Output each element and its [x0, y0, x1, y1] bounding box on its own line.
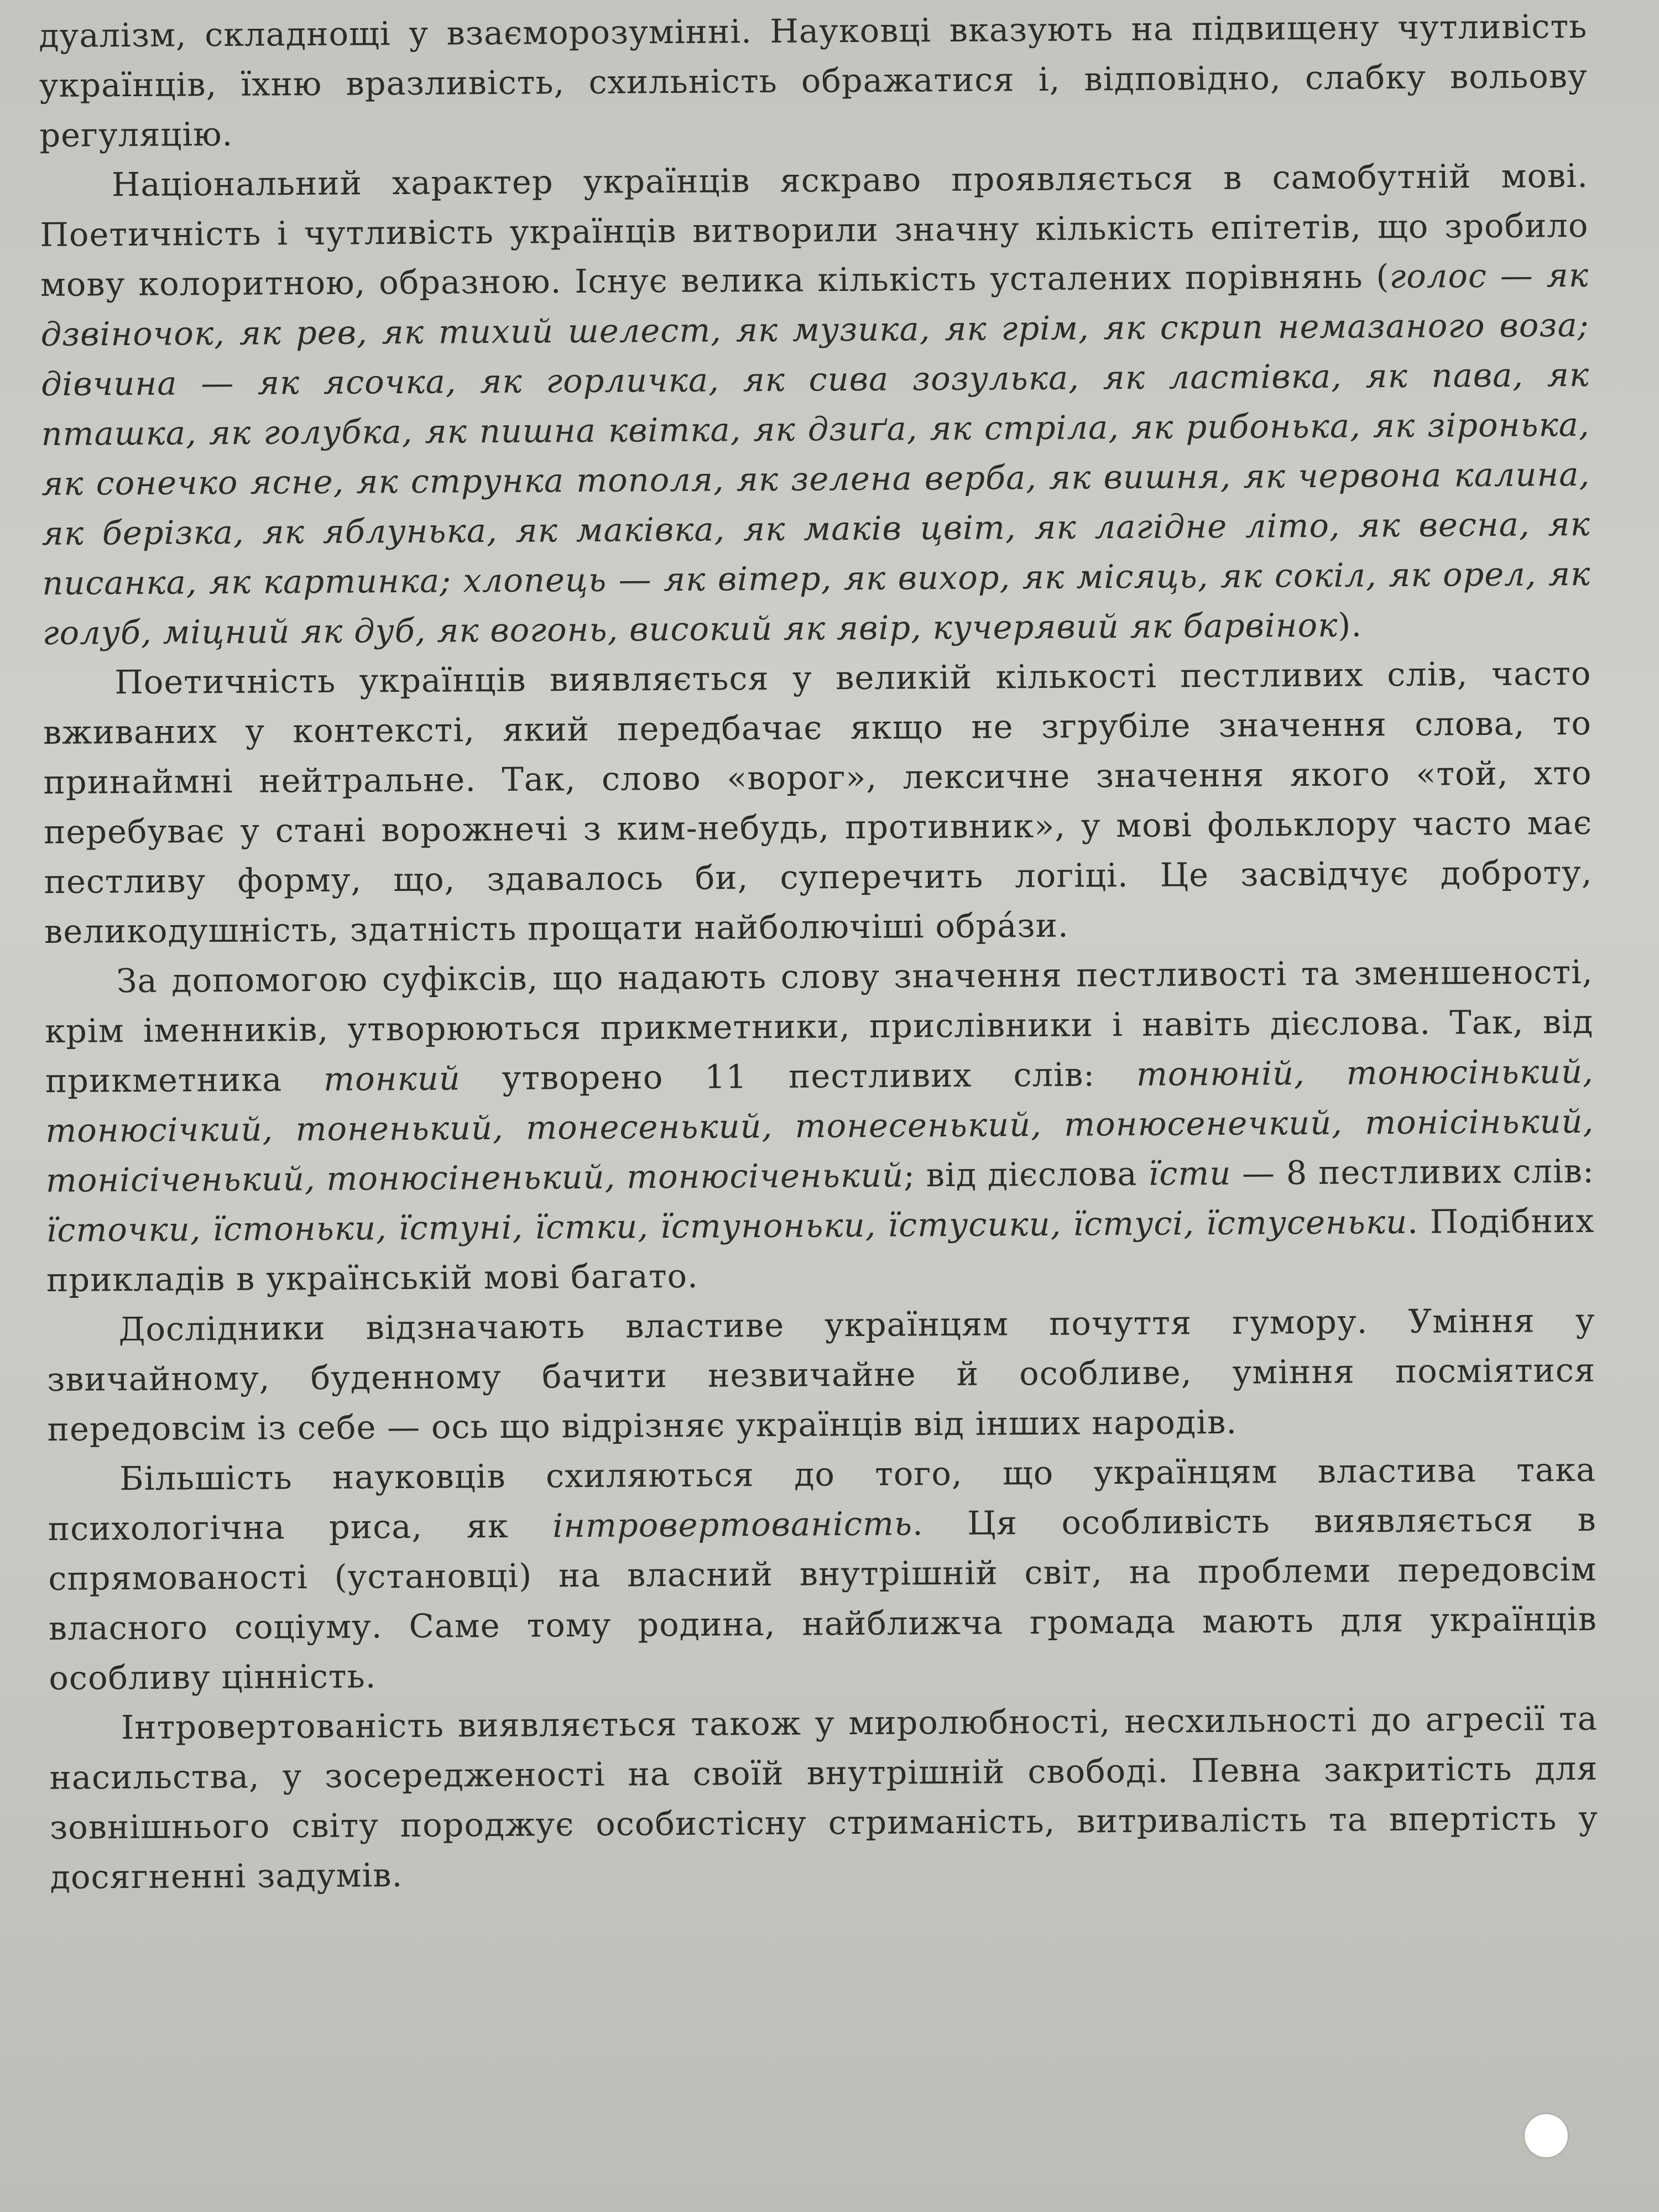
text-span: Поетичність українців виявляється у великій кількості пестливих слів, часто вживаних у контексті, який передбачає якщо не згрубіле значення слова, то принаймні нейтральне. Так, слово «ворог», лексичне значення якого «той, хто перебуває у стані ворожнечі з ким-небудь, противник», у мові фольклору часто має пестливу форму, що, здавалось би, суперечить логіці. Це засвідчує доброту, великодушність, здатність прощати найболючіші обра́зи. [43, 654, 1593, 951]
text-span: За допомогою суфіксів, що надають слову значення пестливості та зменшеності, крім іменників, утворюються прикметники, прислівники і навіть дієслова. Так, від прикметника [45, 952, 1594, 1100]
text-span: ; від дієслова [903, 1154, 1149, 1194]
text-span: Дослідники відзначають властиве українцям почуття гумору. Уміння у звичайному, буденному бачити незвичайне й особливе, уміння посміятися передовсім із себе — ось що відрізняє українців від інших народів. [46, 1301, 1596, 1448]
paragraph [39, 2, 1588, 160]
text-span: . Подібних прикладів в українській мові багато. [46, 1201, 1595, 1299]
italic-text: тонюній, тонюсінький, тонюсічкий, тоненький, тонесенький, тонесенький, тонюсенечкий, тонісінький, тонісіченький, тонюсіненький, тонюсіченький [45, 1052, 1594, 1199]
text-span: — 8 пестливих слів: [1231, 1151, 1595, 1192]
text-body [39, 2, 1599, 1902]
paragraph [43, 649, 1593, 957]
text-span: дуалізм, складнощі у взаєморозумінні. Науковці вказують на підвищену чутливість українців, їхню вразливість, схильність ображатися і, відповідно, слабку вольову регуляцію. [39, 7, 1588, 154]
italic-text: голос — як дзвіночок, як рев, як тихий шелест, як музика, як грім, як скрип немазаного воза; дівчина — як ясочка, як горличка, як сива зозулька, як ластівка, як пава, як пташка, як голубка, як пишна квітка, як дзиґа, як стріла, як рибонька, як зіронька, як сонечко ясне, як струнка тополя, як зелена верба, як вишня, як червона калина, як берізка, як яблунька, як маківка, як маків цвіт, як лагідне літо, як весна, як писанка, як картинка; хлопець — як вітер, як вихор, як місяць, як сокіл, як орел, як голуб, міцний як дуб, як вогонь, високий як явір, кучерявий як барвінок [40, 255, 1591, 652]
italic-text: інтровертованість [552, 1504, 913, 1545]
text-span: Національний характер українців яскраво проявляється в самобутній мові. Поетичність і чутливість українців витворили значну кількість епітетів, що зробило мову колоритною, образною. Існує велика кількість усталених порівнянь ( [40, 156, 1589, 304]
paragraph [44, 947, 1595, 1305]
italic-text: їсти [1148, 1154, 1232, 1193]
paragraph [48, 1445, 1598, 1703]
text-span: . Ця особливість виявляється в спрямованості (установці) на власний внутрішній світ, на проблеми передовсім власного соціуму. Саме тому родина, найближча громада мають для українців особливу цінність. [48, 1500, 1598, 1697]
paragraph [40, 151, 1591, 658]
paragraph [49, 1694, 1599, 1902]
circle-dot-icon[interactable] [1525, 2114, 1568, 2157]
paragraph [46, 1296, 1596, 1454]
text-span: утворено 11 пестливих слів: [460, 1055, 1137, 1098]
text-span: ). [1338, 606, 1363, 644]
text-span: Більшість науковців схиляються до того, що українцям властива така психологічна риса, як [48, 1450, 1597, 1548]
text-span: Інтровертованість виявляється також у миролюбності, несхильності до агресії та насильства, у зосередженості на своїй внутрішній свободі. Певна закритість для зовнішнього світу породжує особистісну стриманість, витривалість та впертість у досягненні задумів. [49, 1699, 1599, 1896]
italic-text: їсточки, їстоньки, їстуні, їстки, їстуноньки, їстусики, їстусі, їстусеньки [46, 1202, 1408, 1249]
italic-text: тонкий [323, 1059, 461, 1098]
